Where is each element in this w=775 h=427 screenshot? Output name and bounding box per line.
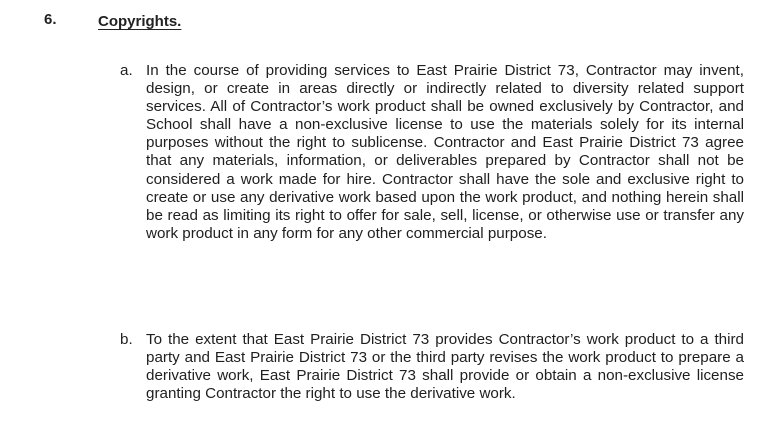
clause-b <box>120 331 744 403</box>
clause-a-letter: a. <box>120 62 133 79</box>
clause-b-text: To the extent that East Prairie District 73 provides Contractor’s work product to a third party and East Prairie District 73 or the third party revises the work product to prepare a derivative work, East Prairie District 73 shall provide or obtain a non-exclusive license granting Contractor the right to use the derivative work. <box>146 331 744 403</box>
section-title: Copyrights. <box>98 13 182 30</box>
section-number: 6. <box>44 11 57 28</box>
clause-a-text: In the course of providing services to East Prairie District 73, Contractor may invent, design, or create in areas directly or indirectly related to diversity related support services. All of Contractor’s work product shall be owned exclusively by Contractor, and School shall have a non-exclusive license to use the materials solely for its internal purposes without the right to sublicense. Contractor and East Prairie District 73 agree that any materials, information, or deliverables prepared by Contractor shall not be considered a work made for hire. Contractor shall have the sole and exclusive right to create or use any derivative work based upon the work product, and nothing herein shall be read as limiting its right to offer for sale, sell, license, or otherwise use or transfer any work product in any form for any other commercial purpose. <box>146 62 744 242</box>
clause-a <box>120 62 744 243</box>
clause-b-letter: b. <box>120 331 133 348</box>
